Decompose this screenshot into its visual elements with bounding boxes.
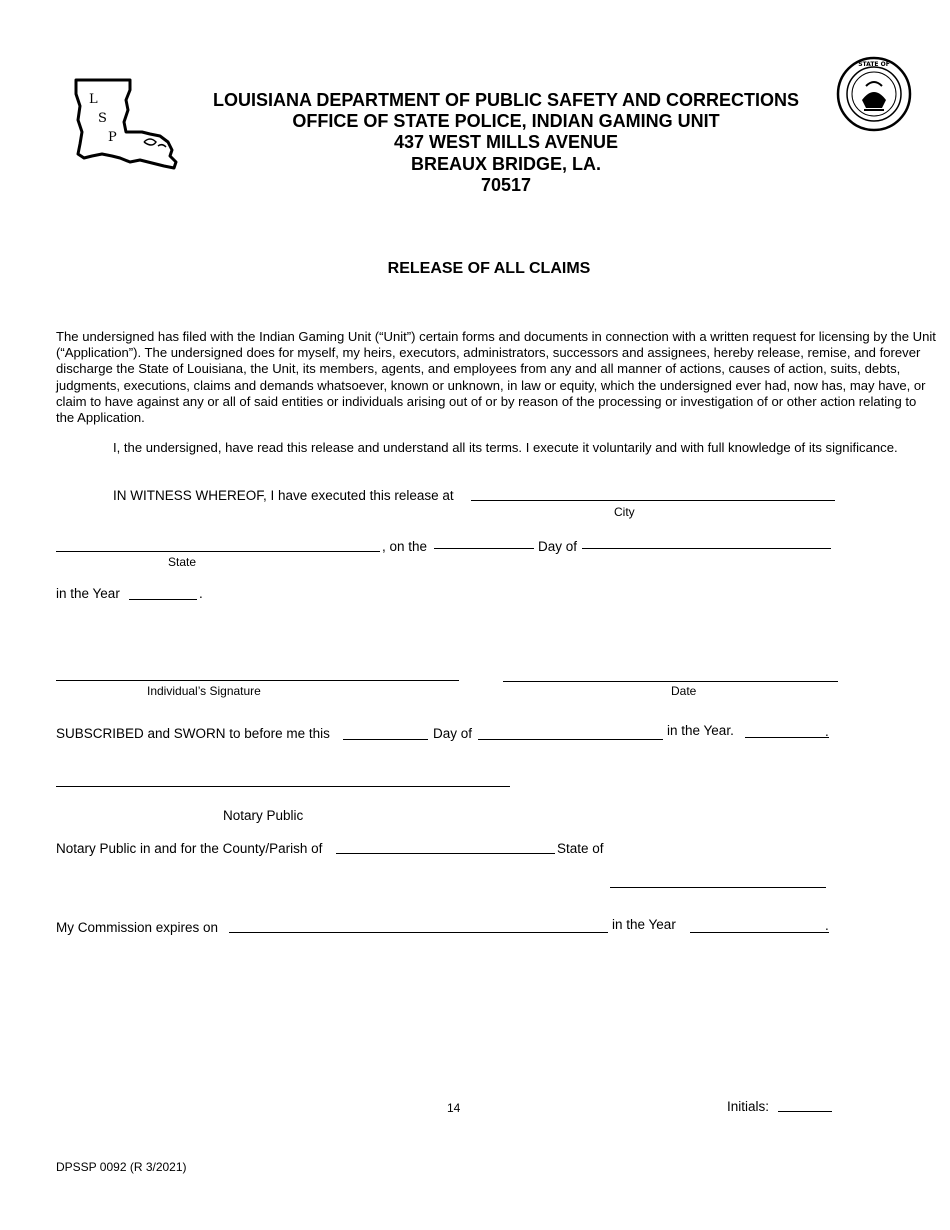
year-field[interactable] — [129, 599, 197, 600]
notary-label: Notary Public — [223, 808, 304, 823]
commission-in-the-year-text: in the Year — [612, 917, 676, 932]
header-zip: 70517 — [480, 175, 532, 195]
sworn-year-period: . — [825, 724, 829, 739]
initials-field[interactable] — [778, 1111, 832, 1112]
year-period: . — [199, 586, 203, 601]
logo-letter-p: P — [108, 130, 117, 145]
sworn-in-the-year-text: in the Year. — [667, 723, 734, 738]
header-office: OFFICE OF STATE POLICE, INDIAN GAMING UNIT — [292, 111, 720, 131]
city-field[interactable] — [471, 500, 835, 501]
county-parish-field[interactable] — [336, 853, 555, 854]
commission-year-field[interactable] — [690, 932, 829, 933]
commission-year-period: . — [825, 918, 829, 933]
release-paragraph: The undersigned has filed with the Indian Gaming Unit (“Unit”) certain forms and documents in connection with a written request for licensing by the Unit (“Application”). The undersigned does for myself, my heirs, executors, administrators, successors and assignees, hereby release, remise, and forever discharge the State of Louisiana, the Unit, its members, agents, and employees from any and all manner of actions, causes of action, suits, debts, judgments, executions, claims and demands whatsoever, known or unknown, in law or equity, which the undersigned ever had, now has, may have, or claim to have against any or all of said entities or individuals arising out of or by reason of the processing or investigation of or other action relating to the Application. — [56, 329, 936, 426]
date-label: Date — [671, 684, 697, 698]
witness-text: IN WITNESS WHEREOF, I have executed this release at — [113, 488, 454, 503]
sworn-day-of-text: Day of — [433, 726, 473, 741]
state-of-text: State of — [557, 841, 604, 856]
notary-state-field[interactable] — [610, 887, 826, 888]
initials-label: Initials: — [727, 1099, 770, 1114]
header-city: BREAUX BRIDGE, LA. — [410, 154, 601, 174]
document-title: RELEASE OF ALL CLAIMS — [387, 260, 591, 277]
signature-label: Individual’s Signature — [147, 684, 261, 698]
sworn-day-field[interactable] — [343, 739, 428, 740]
subscribed-text: SUBSCRIBED and SWORN to before me this — [56, 726, 330, 741]
sworn-month-field[interactable] — [478, 739, 663, 740]
day-field[interactable] — [434, 548, 534, 549]
signature-field[interactable] — [56, 680, 459, 681]
month-field[interactable] — [582, 548, 831, 549]
form-id: DPSSP 0092 (R 3/2021) — [56, 1160, 187, 1174]
notary-signature-field[interactable] — [56, 786, 510, 787]
header-street: 437 WEST MILLS AVENUE — [393, 132, 619, 152]
city-label: City — [614, 505, 635, 519]
logo-letter-s: S — [98, 111, 107, 126]
sworn-year-field[interactable] — [745, 737, 829, 738]
commission-text: My Commission expires on — [56, 920, 219, 935]
acknowledgement-paragraph: I, the undersigned, have read this release and understand all its terms. I execute it voluntarily and with full knowledge of its significance. — [113, 440, 898, 455]
day-of-text: Day of — [538, 539, 578, 554]
commission-date-field[interactable] — [229, 932, 608, 933]
page-number: 14 — [447, 1101, 461, 1115]
header-department: LOUISIANA DEPARTMENT OF PUBLIC SAFETY AND CORRECTIONS — [212, 90, 799, 110]
svg-text:STATE OF: STATE OF — [858, 61, 890, 68]
notary-county-text: Notary Public in and for the County/Parish of — [56, 841, 323, 856]
on-the-text: , on the — [382, 539, 428, 554]
logo-letter-l: L — [89, 92, 98, 107]
in-the-year-text: in the Year — [56, 586, 120, 601]
date-field[interactable] — [503, 681, 838, 682]
state-label: State — [168, 555, 197, 569]
state-field[interactable] — [56, 551, 380, 552]
